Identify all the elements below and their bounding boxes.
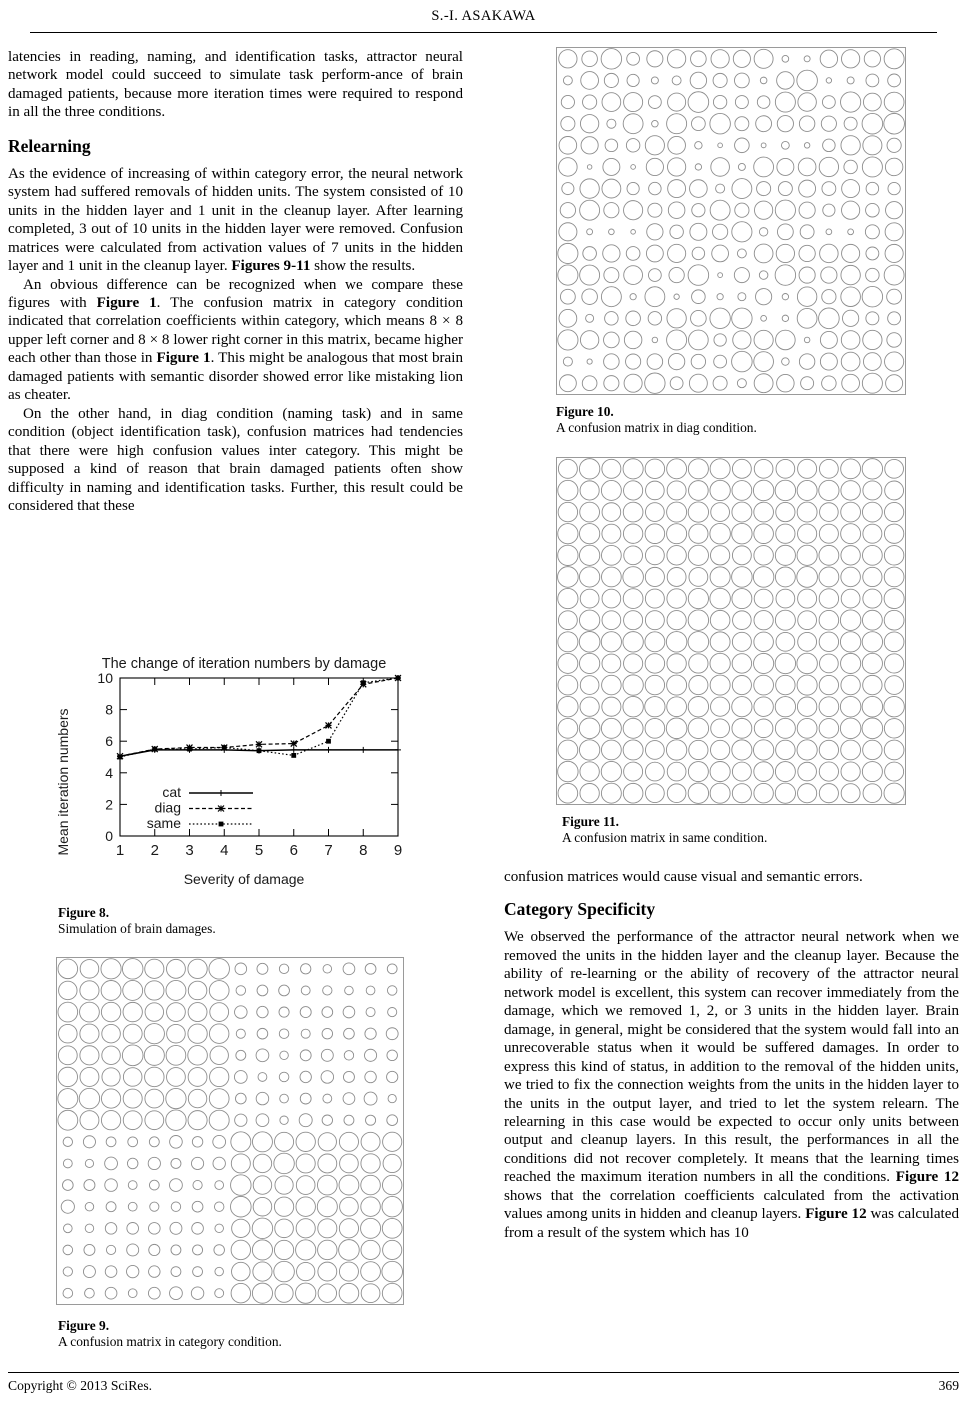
svg-text:cat: cat [162,784,181,800]
svg-text:10: 10 [97,670,113,686]
svg-text:6: 6 [289,842,298,859]
svg-text:5: 5 [254,842,264,859]
figure-11-matrix-svg [557,458,905,804]
figure-ref: Figure 1 [156,350,211,367]
svg-text:9: 9 [393,842,403,859]
header-rule [30,32,937,33]
svg-text:8: 8 [105,701,113,718]
figure-9-label: Figure 9. [58,1318,110,1333]
svg-text:1: 1 [115,842,125,859]
figure-ref: Figure 1 [96,294,157,311]
paragraph-category-specificity [504,928,959,1242]
text-run: show the results. [310,258,416,275]
section-heading-category-specificity: Category Specificity [504,899,656,920]
figure-ref: Figure 12 [805,1206,867,1223]
svg-text:8: 8 [359,842,368,859]
text-run: . The confusion matrix in category condition indicated that correlation coefficients within category, which means 8 × 8 upper left corner and 8 × 8 lower right corner in this matrix, became higher each other than those in [8,294,463,367]
figure-8-caption [58,905,448,937]
text-run: An obvious difference can be recognized when we compare these figures with [8,276,463,311]
footer-page-number: 369 [938,1378,959,1393]
footer-copyright: Copyright © 2013 SciRes. [8,1378,153,1393]
chart-y-ticks [97,670,398,844]
chart-legend [147,784,253,831]
paragraph-relearning-1 [8,165,463,276]
chart-svg [48,652,418,892]
svg-text:7: 7 [324,842,333,859]
figure-9-confusion-matrix [56,957,404,1305]
footer-rule [8,1372,959,1373]
figure-9-matrix-svg [57,958,403,1304]
text-run: shows that the correlation coefficients calculated from the activation values among units in hidden and cleanup layers. [504,1187,959,1223]
figure-ref: Figures 9-11 [231,258,311,275]
figure-10-label: Figure 10. [556,404,614,419]
figure-10-matrix-svg [557,48,905,394]
svg-text:6: 6 [105,733,113,750]
figure-10-confusion-matrix [556,47,906,395]
figure-11-label: Figure 11. [562,814,620,829]
paragraph-confusion-tail: confusion matrices would cause visual and semantic errors. [504,869,863,885]
svg-text:2: 2 [150,842,159,859]
figure-8-label: Figure 8. [58,905,110,920]
paragraph-relearning-3: On the other hand, in diag condition (naming task) and in same condition (object identification task), confusion matrices had tendencies that there were high confusion values inter category. This might be supposed a kind of reason that brain damaged patients often show difficulty in naming and identification tasks. Further, this result could be considered that these [8,405,463,514]
running-head: S.-I. ASAKAWA [431,8,536,24]
figure-11-caption-text: A confusion matrix in same condition. [562,830,768,846]
svg-text:3: 3 [185,842,194,859]
figure-8-chart [48,652,418,892]
figure-10-caption-text: A confusion matrix in diag condition. [556,420,757,436]
figure-9-caption [58,1318,458,1350]
chart-x-ticks [116,678,402,859]
text-run: We observed the performance of the attractor neural network when we removed the units in the hidden layer and the cleanup layer. Because the ability of re-learning or the ability of recovery of the attractor neural network model is excellent, this system can recover immediately from the damage, which we removed 1, 2, or 3 units in the hidden layer. Brain damage, in general, might be considered that the system would fall into an unrecoverable status when it would be suffered damages. In order to express this kind of status, in addition to the removal of the hidden units, we tried to fix the connection weights from the units in the hidden layer to the units in the output layer, and tried to let the system relearn. The relearning in this case would be expected to occur only units between output and cleanup layers. In this result, the performances in all the conditions did not recover completely. It means that the learning times reached the maximum iteration numbers in all the conditions. [504,929,959,1186]
svg-text:4: 4 [105,764,113,781]
svg-text:4: 4 [220,842,229,859]
chart-y-axis-label: Mean iteration numbers [55,708,71,856]
section-heading-relearning: Relearning [8,135,91,156]
figure-9-caption-text: A confusion matrix in category condition. [58,1334,282,1350]
left-column [8,48,463,515]
text-run: was calculated from a result of the system which has 10 [504,1206,959,1241]
paragraph-relearning-2 [8,276,463,405]
chart-x-axis-label: Severity of damage [183,871,305,887]
figure-10-caption [556,404,956,436]
svg-text:same: same [146,815,181,831]
paragraph-continued: latencies in reading, naming, and identification tasks, attractor neural network model could succeed to simulate task perform-ance of brain damaged patients, because more iteration times were required to respond in all the three conditions. [8,49,463,121]
svg-text:2: 2 [105,796,113,813]
svg-text:0: 0 [105,828,113,844]
figure-11-confusion-matrix [556,457,906,805]
text-run: . This might be analogous that most brain damaged patients with semantic disorder showed error like mistaking lion as cheater. [8,350,463,404]
right-column [504,868,959,1242]
text-run: As the evidence of increasing of within category error, the neural network system had suffered removals of hidden units. The system consisted of 10 units in the hidden layer and 1 unit in the cleanup layer. After learning completed, 3 out of 10 units in the hidden layer were removed. Confusion matrices were calculated from activation values of 7 units in the hidden layer and 1 unit in the cleanup layer. [8,165,463,275]
svg-text:diag: diag [154,799,181,816]
chart-title: The change of iteration numbers by damage [101,656,387,672]
figure-8-caption-text: Simulation of brain damages. [58,921,216,937]
chart-series-group [117,675,401,759]
figure-ref: Figure 12 [895,1169,959,1186]
figure-11-caption [562,814,962,846]
